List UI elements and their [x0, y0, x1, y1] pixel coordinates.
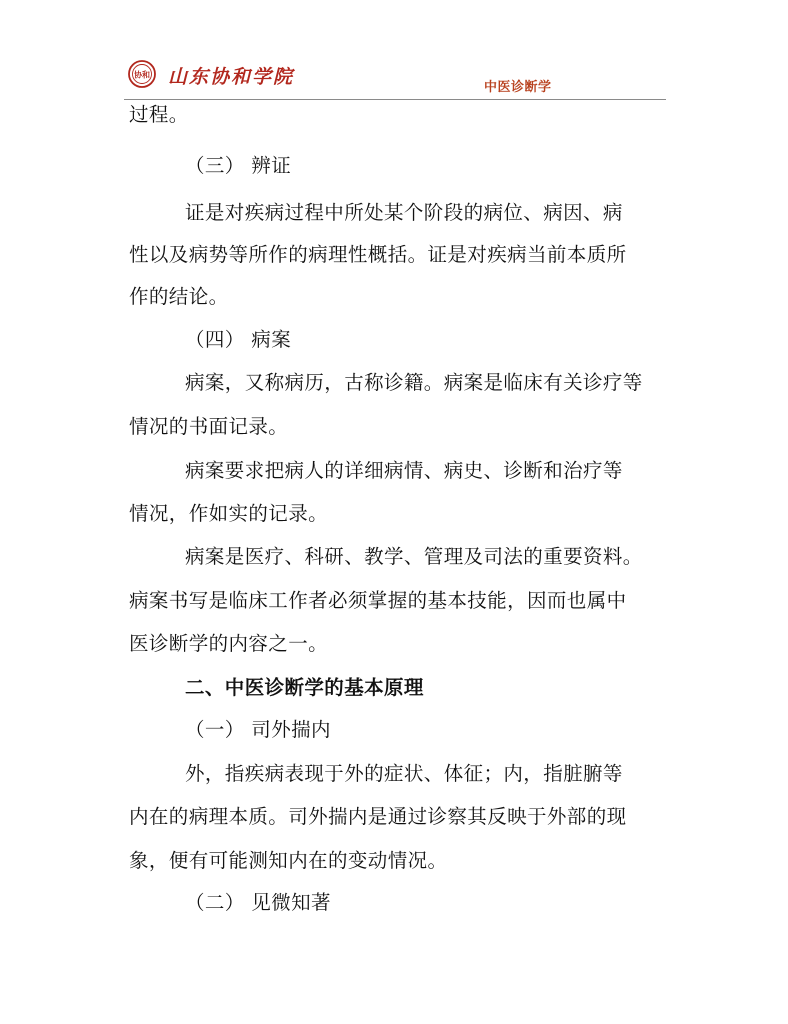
paragraph-line: 性以及病势等所作的病理性概括。证是对疾病当前本质所 — [129, 243, 627, 266]
school-name-logo: 山东协和学院 — [168, 66, 295, 88]
paragraph-line: 医诊断学的内容之一。 — [129, 632, 329, 655]
paragraph-line: 情况，作如实的记录。 — [129, 502, 329, 525]
section-heading: （一） 司外揣内 — [185, 718, 331, 741]
paragraph-line: 病案是医疗、科研、教学、管理及司法的重要资料。 — [185, 545, 643, 568]
paragraph-line: 作的结论。 — [129, 285, 229, 308]
svg-text:协和: 协和 — [134, 70, 150, 80]
paragraph-line: 证是对疾病过程中所处某个阶段的病位、病因、病 — [185, 201, 623, 224]
page-header — [124, 56, 666, 100]
paragraph-line: 情况的书面记录。 — [129, 415, 289, 438]
paragraph-line: 象，便有可能测知内在的变动情况。 — [129, 849, 448, 872]
school-seal-logo — [128, 60, 156, 88]
section-heading: （二） 见微知著 — [185, 891, 331, 914]
paragraph-line: 病案书写是临床工作者必须掌握的基本技能，因而也属中 — [129, 589, 627, 612]
paragraph-line: 病案要求把病人的详细病情、病史、诊断和治疗等 — [185, 459, 623, 482]
paragraph-line: 外，指疾病表现于外的症状、体征；内，指脏腑等 — [185, 762, 623, 785]
section-heading: （四） 病案 — [185, 328, 292, 351]
paragraph-line: 过程。 — [129, 103, 189, 126]
course-title: 中医诊断学 — [484, 80, 552, 95]
chapter-heading: 二、中医诊断学的基本原理 — [185, 676, 424, 699]
paragraph-line: 内在的病理本质。司外揣内是通过诊察其反映于外部的现 — [129, 805, 627, 828]
section-heading: （三） 辨证 — [185, 154, 292, 177]
paragraph-line: 病案，又称病历，古称诊籍。病案是临床有关诊疗等 — [185, 371, 643, 394]
